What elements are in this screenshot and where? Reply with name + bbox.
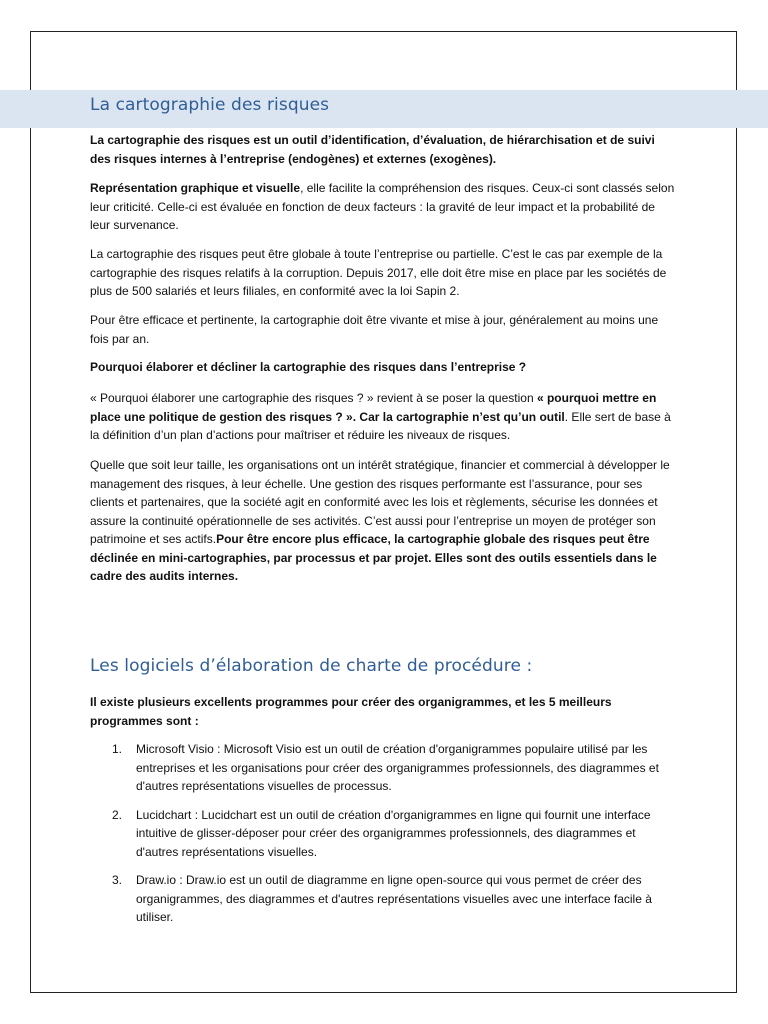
paragraph-efficace	[90, 311, 678, 348]
list-item-text: Microsoft Visio : Microsoft Visio est un outil de création d'organigrammes populaire utilisé par les entreprises et les organisations pour créer des organigrammes professionnels, des diagrammes et d'autres représentations visuelles de processus.	[136, 742, 659, 793]
list-item	[90, 740, 680, 796]
paragraph-text: , elle facilite la compréhension des risques. Ceux-ci sont classés selon leur criticité. Celle-ci est évaluée en fonction de deux facteurs : la gravité de leur impact et la probabilité de leur survenance.	[90, 181, 675, 232]
paragraph-text-bold: Pour être encore plus efficace, la cartographie globale des risques peut être déclinée en mini-cartographies, par processus et par projet. Elles sont des outils essentiels dans le cadre des audits internes.	[90, 532, 657, 583]
paragraph-text-bold: Il existe plusieurs excellents programmes pour créer des organigrammes, et les 5 meilleurs programmes sont :	[90, 695, 612, 728]
paragraph-text-bold: Représentation graphique et visuelle	[90, 181, 301, 195]
list-item-number: 2.	[112, 807, 123, 822]
paragraph-representation	[90, 179, 678, 235]
paragraph-text: . Elle sert de base à la définition d’un plan d’actions pour maîtriser et réduire les niveaux de risques.	[90, 409, 671, 442]
paragraph-organisations	[90, 456, 678, 586]
list-item-text: Lucidchart : Lucidchart est un outil de création d'organigrammes en ligne qui fournit une interface intuitive de glisser-déposer pour créer des organigrammes professionnels, des diagrammes et d'autres représentations visuelles.	[136, 807, 651, 859]
paragraph-text: Quelle que soit leur taille, les organisations ont un intérêt stratégique, financier et commercial à développer le management des risques, à leur échelle. Une gestion des risques performante est l’assurance, pour ses clients et partenaires, que la société agit en conformité avec les lois et règlements, sécurise les données et assure la continuité opérationnelle de ses activités. C’est aussi pour l’entreprise un moyen de protéger son patrimoine et ses actifs.	[90, 458, 670, 546]
paragraph-text: La cartographie des risques peut être globale à toute l’entreprise ou partielle. C’est le cas par exemple de la cartographie des risques relatifs à la corruption. Depuis 2017, elle doit être mise en place par les sociétés de plus de 500 salariés et leurs filiales, en conformité avec la loi Sapin 2.	[90, 247, 667, 298]
list-item-number: 3.	[112, 873, 123, 887]
paragraph-globale	[90, 245, 678, 301]
software-list	[90, 740, 680, 937]
paragraph-intro-logiciels	[90, 693, 678, 730]
paragraph-text-bold: Pourquoi élaborer et décliner la cartographie des risques dans l’entreprise ?	[90, 360, 527, 374]
paragraph-pourquoi	[90, 389, 678, 445]
section-title-cartographie: La cartographie des risques	[90, 95, 330, 115]
paragraph-text: Pour être efficace et pertinente, la cartographie doit être vivante et mise à jour, généralement au moins une fois par an.	[90, 313, 659, 346]
paragraph-definition	[90, 131, 678, 168]
paragraph-question-heading	[90, 358, 678, 377]
paragraph-text-bold: « pourquoi mettre en place une politique de gestion des risques ? »	[90, 391, 657, 424]
paragraph-text: La cartographie des risques est un outil d’identification, d’évaluation, de hiérarchisation et de suivi des risques internes à l’entreprise (endogènes) et externes (exogènes).	[90, 133, 655, 166]
list-item	[90, 806, 680, 862]
list-item-number: 1.	[112, 742, 123, 756]
section-title-logiciels: Les logiciels d’élaboration de charte de procédure :	[90, 656, 533, 676]
paragraph-text-bold: . Car la cartographie n’est qu’un outil	[352, 409, 565, 424]
list-item	[90, 871, 680, 927]
paragraph-text: « Pourquoi élaborer une cartographie des risques ? » revient à se poser la question	[90, 391, 537, 405]
list-item-text: Draw.io : Draw.io est un outil de diagramme en ligne open-source qui vous permet de créer des organigrammes, des diagrammes et d'autres représentations visuelles avec une interface facile à utiliser.	[136, 873, 652, 924]
